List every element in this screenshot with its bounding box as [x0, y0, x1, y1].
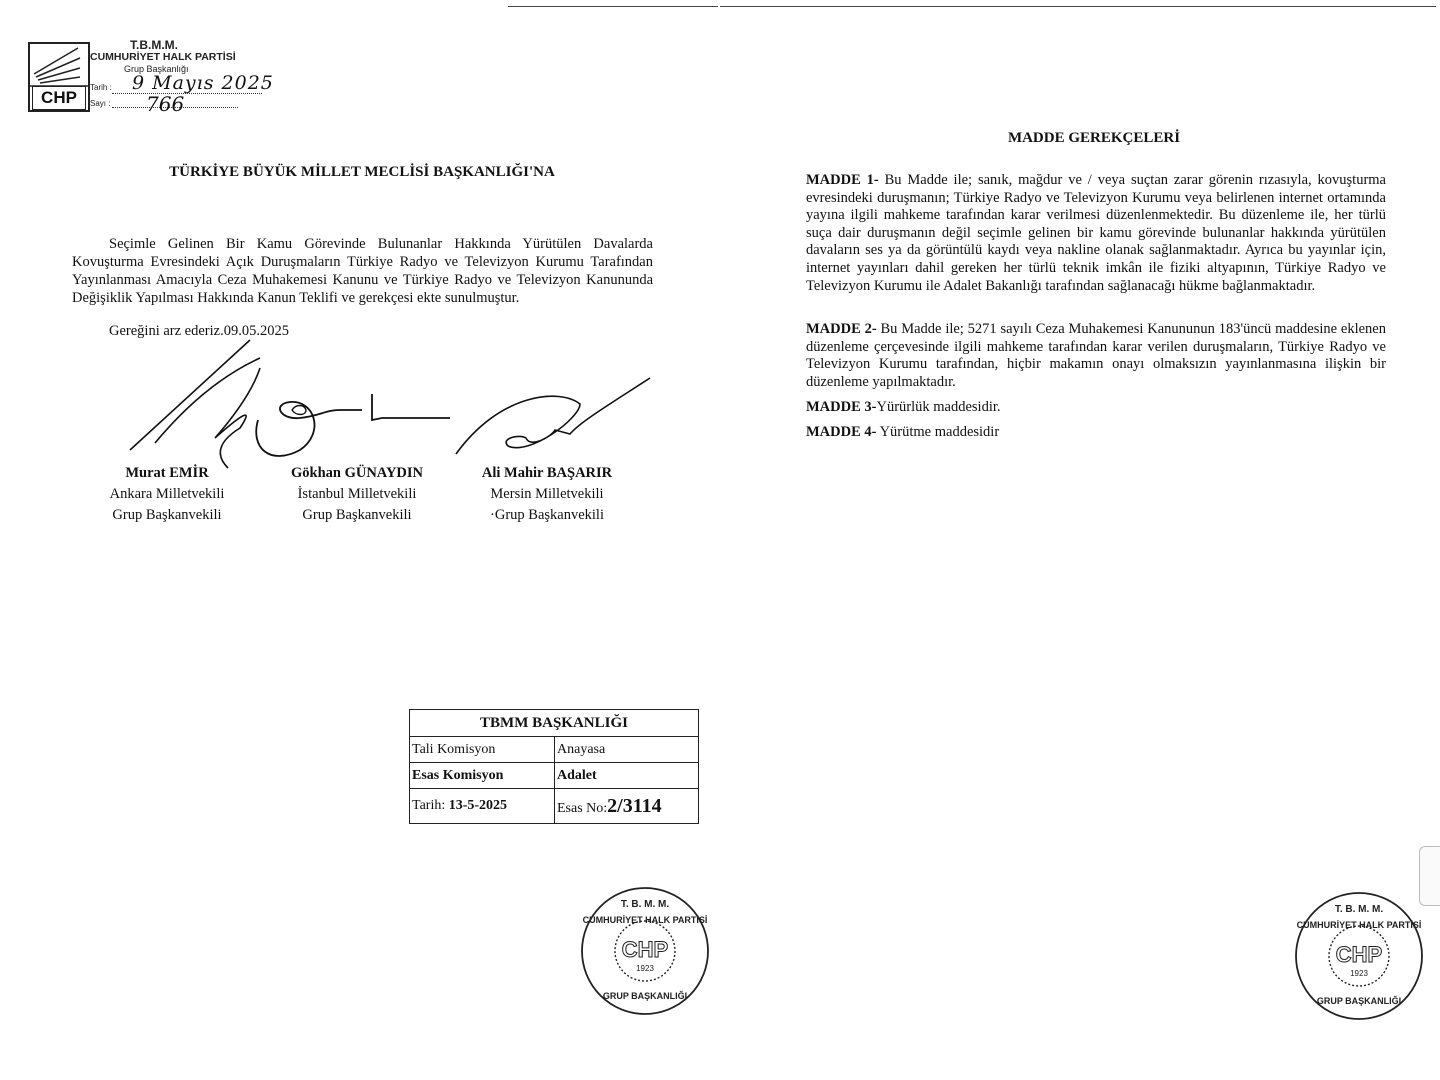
signatory-role: Grup Başkanvekili: [302, 507, 412, 523]
party-seal: [579, 885, 711, 1017]
seal-top-text: T. B. M. M.: [620, 899, 670, 910]
stamp-org-tbmm: T.B.M.M.: [130, 38, 178, 52]
signatory-role: ·Grup Başkanvekili: [490, 507, 604, 523]
seal-bottom-text: GRUP BAŞKANLIĞI: [1316, 996, 1402, 1006]
stamp-org-unit: Grup Başkanlığı: [124, 64, 189, 74]
side-panel-tab[interactable]: [1419, 846, 1440, 906]
registry-date-cell: [410, 789, 555, 824]
sub-commission-value: Anayasa: [555, 737, 699, 763]
signatory-name: Gökhan GÜNAYDIN: [290, 465, 423, 481]
rationale-title: MADDE GEREKÇELERİ: [1007, 130, 1181, 146]
signatory-region: Mersin Milletvekili: [490, 486, 604, 502]
registry-table: [409, 709, 699, 824]
stamp-date-label: Tarih :: [90, 83, 112, 92]
signatory-name: Ali Mahir BAŞARIR: [481, 465, 613, 481]
article-4: [806, 424, 1386, 442]
main-commission-value: Adalet: [555, 763, 699, 789]
seal-ring-text: CUMHURİYET HALK PARTİSİ: [1296, 920, 1422, 930]
letter-body: Seçimle Gelinen Bir Kamu Görevinde Bulunanlar Hakkında Yürütülen Davalarda Kovuşturma Evresindeki Açık Duruşmaların Türkiye Radyo ve Televizyon Kurumu Tarafından Yayınlanması Amacıyla Ceza Muhakemesi Kanunu ve Türkiye Radyo ve Televizyon Kanununda Değişiklik Yapılması Hakkında Kanun Teklifi ve gerekçesi ekte sunulmuştur.: [72, 236, 653, 306]
party-stamp: [28, 38, 278, 116]
article-text: Yürütme maddesidir: [876, 424, 1000, 440]
main-commission-label: Esas Komisyon: [410, 763, 555, 789]
seal-center-text: CHP: [621, 937, 669, 962]
signatory-1: [67, 463, 267, 526]
letter-title: TÜRKİYE BÜYÜK MİLLET MECLİSİ BAŞKANLIĞI'NA: [169, 164, 555, 180]
page-top-rule: [508, 6, 718, 7]
signatory-3: [447, 463, 647, 526]
seal-center-text: CHP: [1335, 942, 1383, 967]
page-top-rule: [720, 6, 1436, 7]
article-text: Bu Madde ile; sanık, mağdur ve / veya suçtan zarar görenin rızasıyla, kovuşturma evresindeki duruşmanın; Türkiye Radyo ve Televizyon Kurumu veya belirlenen internet ortamında yayına ilgili mahkeme tarafından karar verilmesi düzenlenmektedir. Bu düzenleme ile, her türlü suça dair duruşmanın değil seçimle gelinen bir kamu görevinde bulunanlar hakkında yürütülen davaların ses ya da görüntülü kaydı veya nakline olanak sağlanmaktadır. Ayrıca bu yayınlar için, internet yayınları dahil gereken her türlü teknik imkân ile fiziki altyapının, Türkiye Radyo ve Televizyon Kurumu ile Adalet Bakanlığı tarafından sağlanacağı hükme bağlanmaktadır.: [806, 172, 1386, 294]
article-text: Bu Madde ile; 5271 sayılı Ceza Muhakemesi Kanununun 183'üncü maddesine eklenen düzenleme çerçevesinde ilgili mahkeme tarafından karar verilen duruşmaların, Türkiye Radyo ve Televizyon Kurumu tarafından, hiçbir makamın onayı olmaksızın yayınlanmasına ilişkin bir düzenleme yapılmaktadır.: [806, 321, 1386, 390]
party-seal-icon: [579, 885, 711, 1017]
seal-top-text: T. B. M. M.: [1334, 904, 1384, 915]
letter-closing: Gereğini arz ederiz.09.05.2025: [109, 323, 289, 339]
article-label: MADDE 4-: [806, 424, 877, 440]
stamp-number-handwritten: 766: [146, 92, 185, 116]
chp-logo-text: CHP: [32, 86, 86, 110]
handwritten-signatures: [110, 338, 670, 478]
registry-number-value: 2/3114: [607, 794, 662, 817]
signatory-region: İstanbul Milletvekili: [297, 486, 417, 502]
registry-date-value: 13-5-2025: [448, 798, 508, 813]
seal-bottom-text: GRUP BAŞKANLIĞI: [602, 991, 688, 1001]
seal-ring-text: CUMHURİYET HALK PARTİSİ: [582, 915, 708, 925]
signatory-region: Ankara Milletvekili: [109, 486, 225, 502]
article-label: MADDE 3-: [806, 399, 877, 415]
article-label: MADDE 2-: [806, 321, 877, 337]
stamp-date-handwritten: 9 Mayıs 2025: [132, 72, 274, 94]
signatory-name: Murat EMİR: [125, 465, 209, 481]
chp-logo: [28, 42, 90, 112]
registry-date-label: Tarih:: [412, 798, 449, 813]
stamp-number-label: Sayı :: [90, 99, 111, 108]
registry-number-label: Esas No:: [557, 800, 608, 816]
sub-commission-label: Tali Komisyon: [410, 737, 555, 763]
stamp-org-name: CUMHURİYET HALK PARTİSİ: [90, 51, 236, 63]
signatory-2: [257, 463, 457, 526]
article-3: [806, 399, 1386, 417]
seal-year: 1923: [1350, 969, 1368, 978]
party-seal-icon: [1293, 890, 1425, 1022]
article-1: [806, 172, 1386, 295]
party-seal-right: [1293, 890, 1425, 1022]
article-2: [806, 321, 1386, 391]
article-text: Yürürlük maddesidir.: [876, 399, 1001, 415]
article-label: MADDE 1-: [806, 172, 879, 188]
seal-year: 1923: [636, 964, 654, 973]
registry-number-cell: [555, 789, 699, 824]
registry-table-header: TBMM BAŞKANLIĞI: [410, 710, 699, 737]
signatory-role: Grup Başkanvekili: [112, 507, 222, 523]
